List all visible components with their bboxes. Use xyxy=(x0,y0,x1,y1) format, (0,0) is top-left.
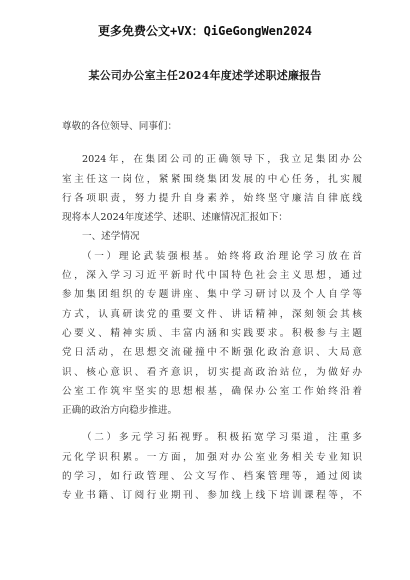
text-line: 方式，认真研读党的重要文件、讲话精神，深刻领会其核 xyxy=(62,308,362,320)
text-line: 识、核心意识、看齐意识，切实提高政治站位，为做好办 xyxy=(62,366,362,378)
text-line: （二）多元学习拓视野。积极拓宽学习渠道，注重多 xyxy=(82,432,362,444)
document-body xyxy=(62,117,362,506)
text-line: 专业书籍、订阅行业期刊、参加线上线下培训课程等，不 xyxy=(62,490,362,502)
document-title: 某公司办公室主任2024年度述学述职述廉报告 xyxy=(88,69,322,82)
text-line: 位，深入学习习近平新时代中国特色社会主义思想，通过 xyxy=(62,270,362,282)
heading-line: 一、述学情况 xyxy=(82,231,140,243)
text-line: 现将本人2024年度述学、述职、述廉情况汇报如下： xyxy=(62,212,288,224)
text-line: 党日活动，在思想交流碰撞中不断强化政治意识、大局意 xyxy=(62,347,362,359)
header-watermark: 更多免费公文+VX：QiGeGongWen2024 xyxy=(97,24,313,38)
text-line: 行各项职责，努力提升自身素养，始终坚守廉洁自律底线 xyxy=(62,192,362,204)
salutation: 尊敬的各位领导、同事们： xyxy=(62,121,178,132)
text-line: 室主任这一岗位，紧紧围绕集团发展的中心任务，扎实履 xyxy=(62,173,362,185)
text-line: 心要义、精神实质、丰富内涵和实践要求。积极参与主题 xyxy=(62,327,362,339)
text-line: 的学习，如行政管理、公文写作、档案管理等，通过阅读 xyxy=(62,471,362,483)
section-heading xyxy=(62,227,362,246)
paragraph-intro xyxy=(62,150,362,227)
text-line: 正确的政治方向稳步推进。 xyxy=(62,405,178,417)
paragraph-diverse-learning xyxy=(62,428,362,505)
text-line: 参加集团组织的专题讲座、集中学习研讨以及个人自学等 xyxy=(62,289,362,301)
paragraph-theory xyxy=(62,247,362,421)
text-line: 元化学识积累。一方面，加强对办公室业务相关专业知识 xyxy=(62,451,362,463)
text-line: 公室工作筑牢坚实的思想根基，确保办公室工作始终沿着 xyxy=(62,385,362,397)
text-line: （一）理论武装强根基。始终将政治理论学习放在首 xyxy=(82,250,362,262)
text-line: 2024年，在集团公司的正确领导下，我立足集团办公 xyxy=(82,154,362,166)
